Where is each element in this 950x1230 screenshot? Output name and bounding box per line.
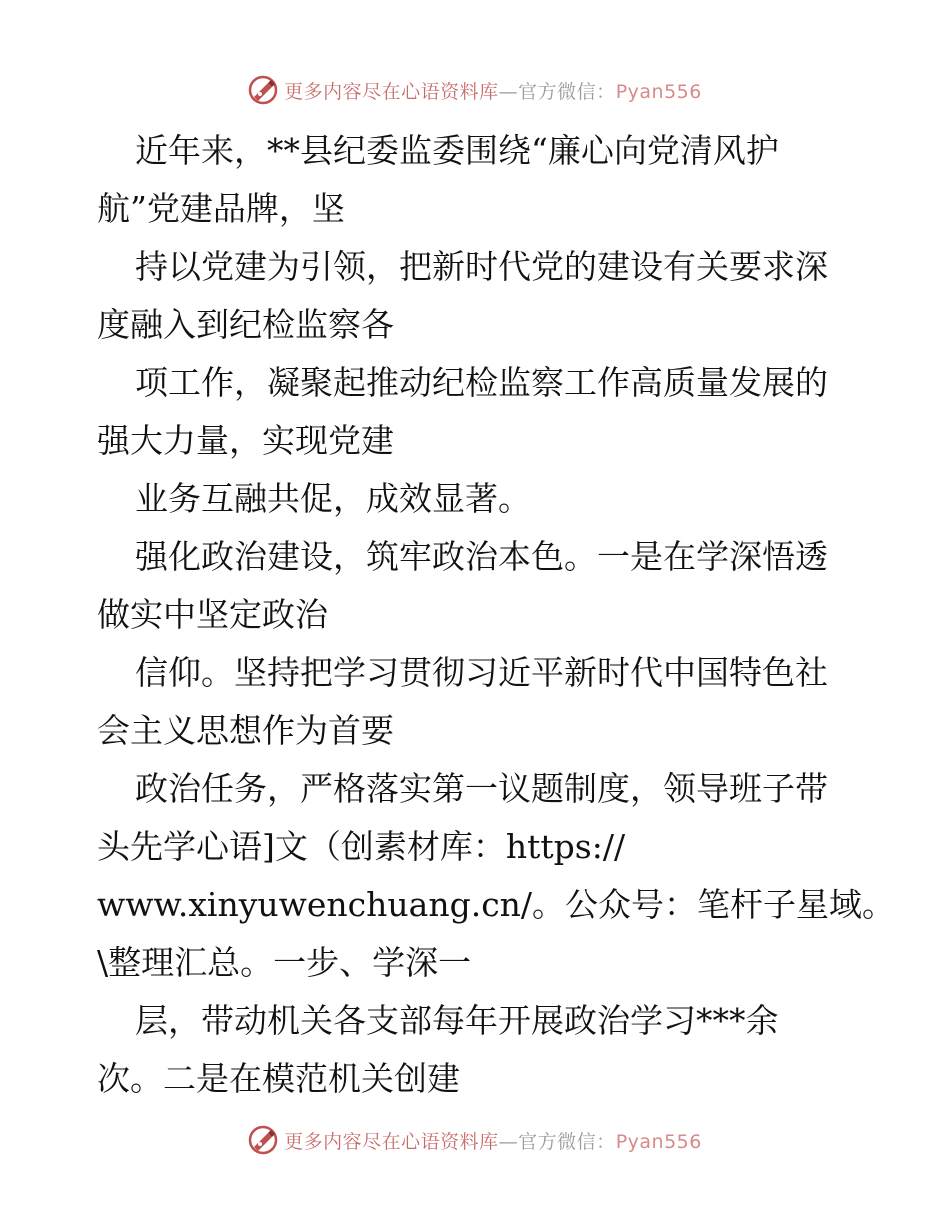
text-line: 信仰。坚持把学习贯彻习近平新时代中国特色社 [135, 653, 828, 692]
banner-wechat-label: 官方微信： [518, 1130, 616, 1153]
banner-dash: — [498, 1130, 519, 1153]
text-line: 会主义思想作为首要 [97, 711, 394, 750]
text-line: 次。二是在模范机关创建 [97, 1059, 460, 1098]
header-banner [0, 70, 950, 110]
text-line: 航”党建品牌，坚 [97, 189, 345, 228]
text-line: 强化政治建设，筑牢政治本色。一是在学深悟透 [135, 537, 828, 576]
banner-dash: — [498, 80, 519, 103]
text-line: 度融入到纪检监察各 [97, 305, 394, 344]
text-line: \整理汇总。一步、学深一 [97, 943, 472, 982]
text-line: 持以党建为引领，把新时代党的建设有关要求深 [135, 247, 828, 286]
text-line: 层，带动机关各支部每年开展政治学习***余 [135, 1001, 779, 1040]
text-line: 业务互融共促，成效显著。 [135, 479, 531, 518]
footer-banner [0, 1120, 950, 1160]
pen-logo-icon [248, 75, 278, 105]
pen-logo-icon [248, 1125, 278, 1155]
text-line: 近年来，**县纪委监委围绕“廉心向党清风护 [135, 131, 779, 170]
document-body [97, 122, 896, 1108]
banner-main-text: 更多内容尽在心语资料库 [284, 80, 499, 103]
banner-main-text: 更多内容尽在心语资料库 [284, 1130, 499, 1153]
banner-wechat-label: 官方微信： [518, 80, 616, 103]
banner-wechat-id: Pyan556 [615, 1130, 702, 1153]
text-line: 做实中坚定政治 [97, 595, 328, 634]
text-line: 头先学心语]文（创素材库：https:// [97, 827, 626, 866]
text-line: 强大力量，实现党建 [97, 421, 394, 460]
text-line: www.xinyuwenchuang.cn/。公众号：笔杆子星域。 [97, 885, 896, 924]
text-line: 政治任务，严格落实第一议题制度，领导班子带 [135, 769, 828, 808]
banner-wechat-id: Pyan556 [615, 80, 702, 103]
text-line: 项工作，凝聚起推动纪检监察工作高质量发展的 [135, 363, 828, 402]
